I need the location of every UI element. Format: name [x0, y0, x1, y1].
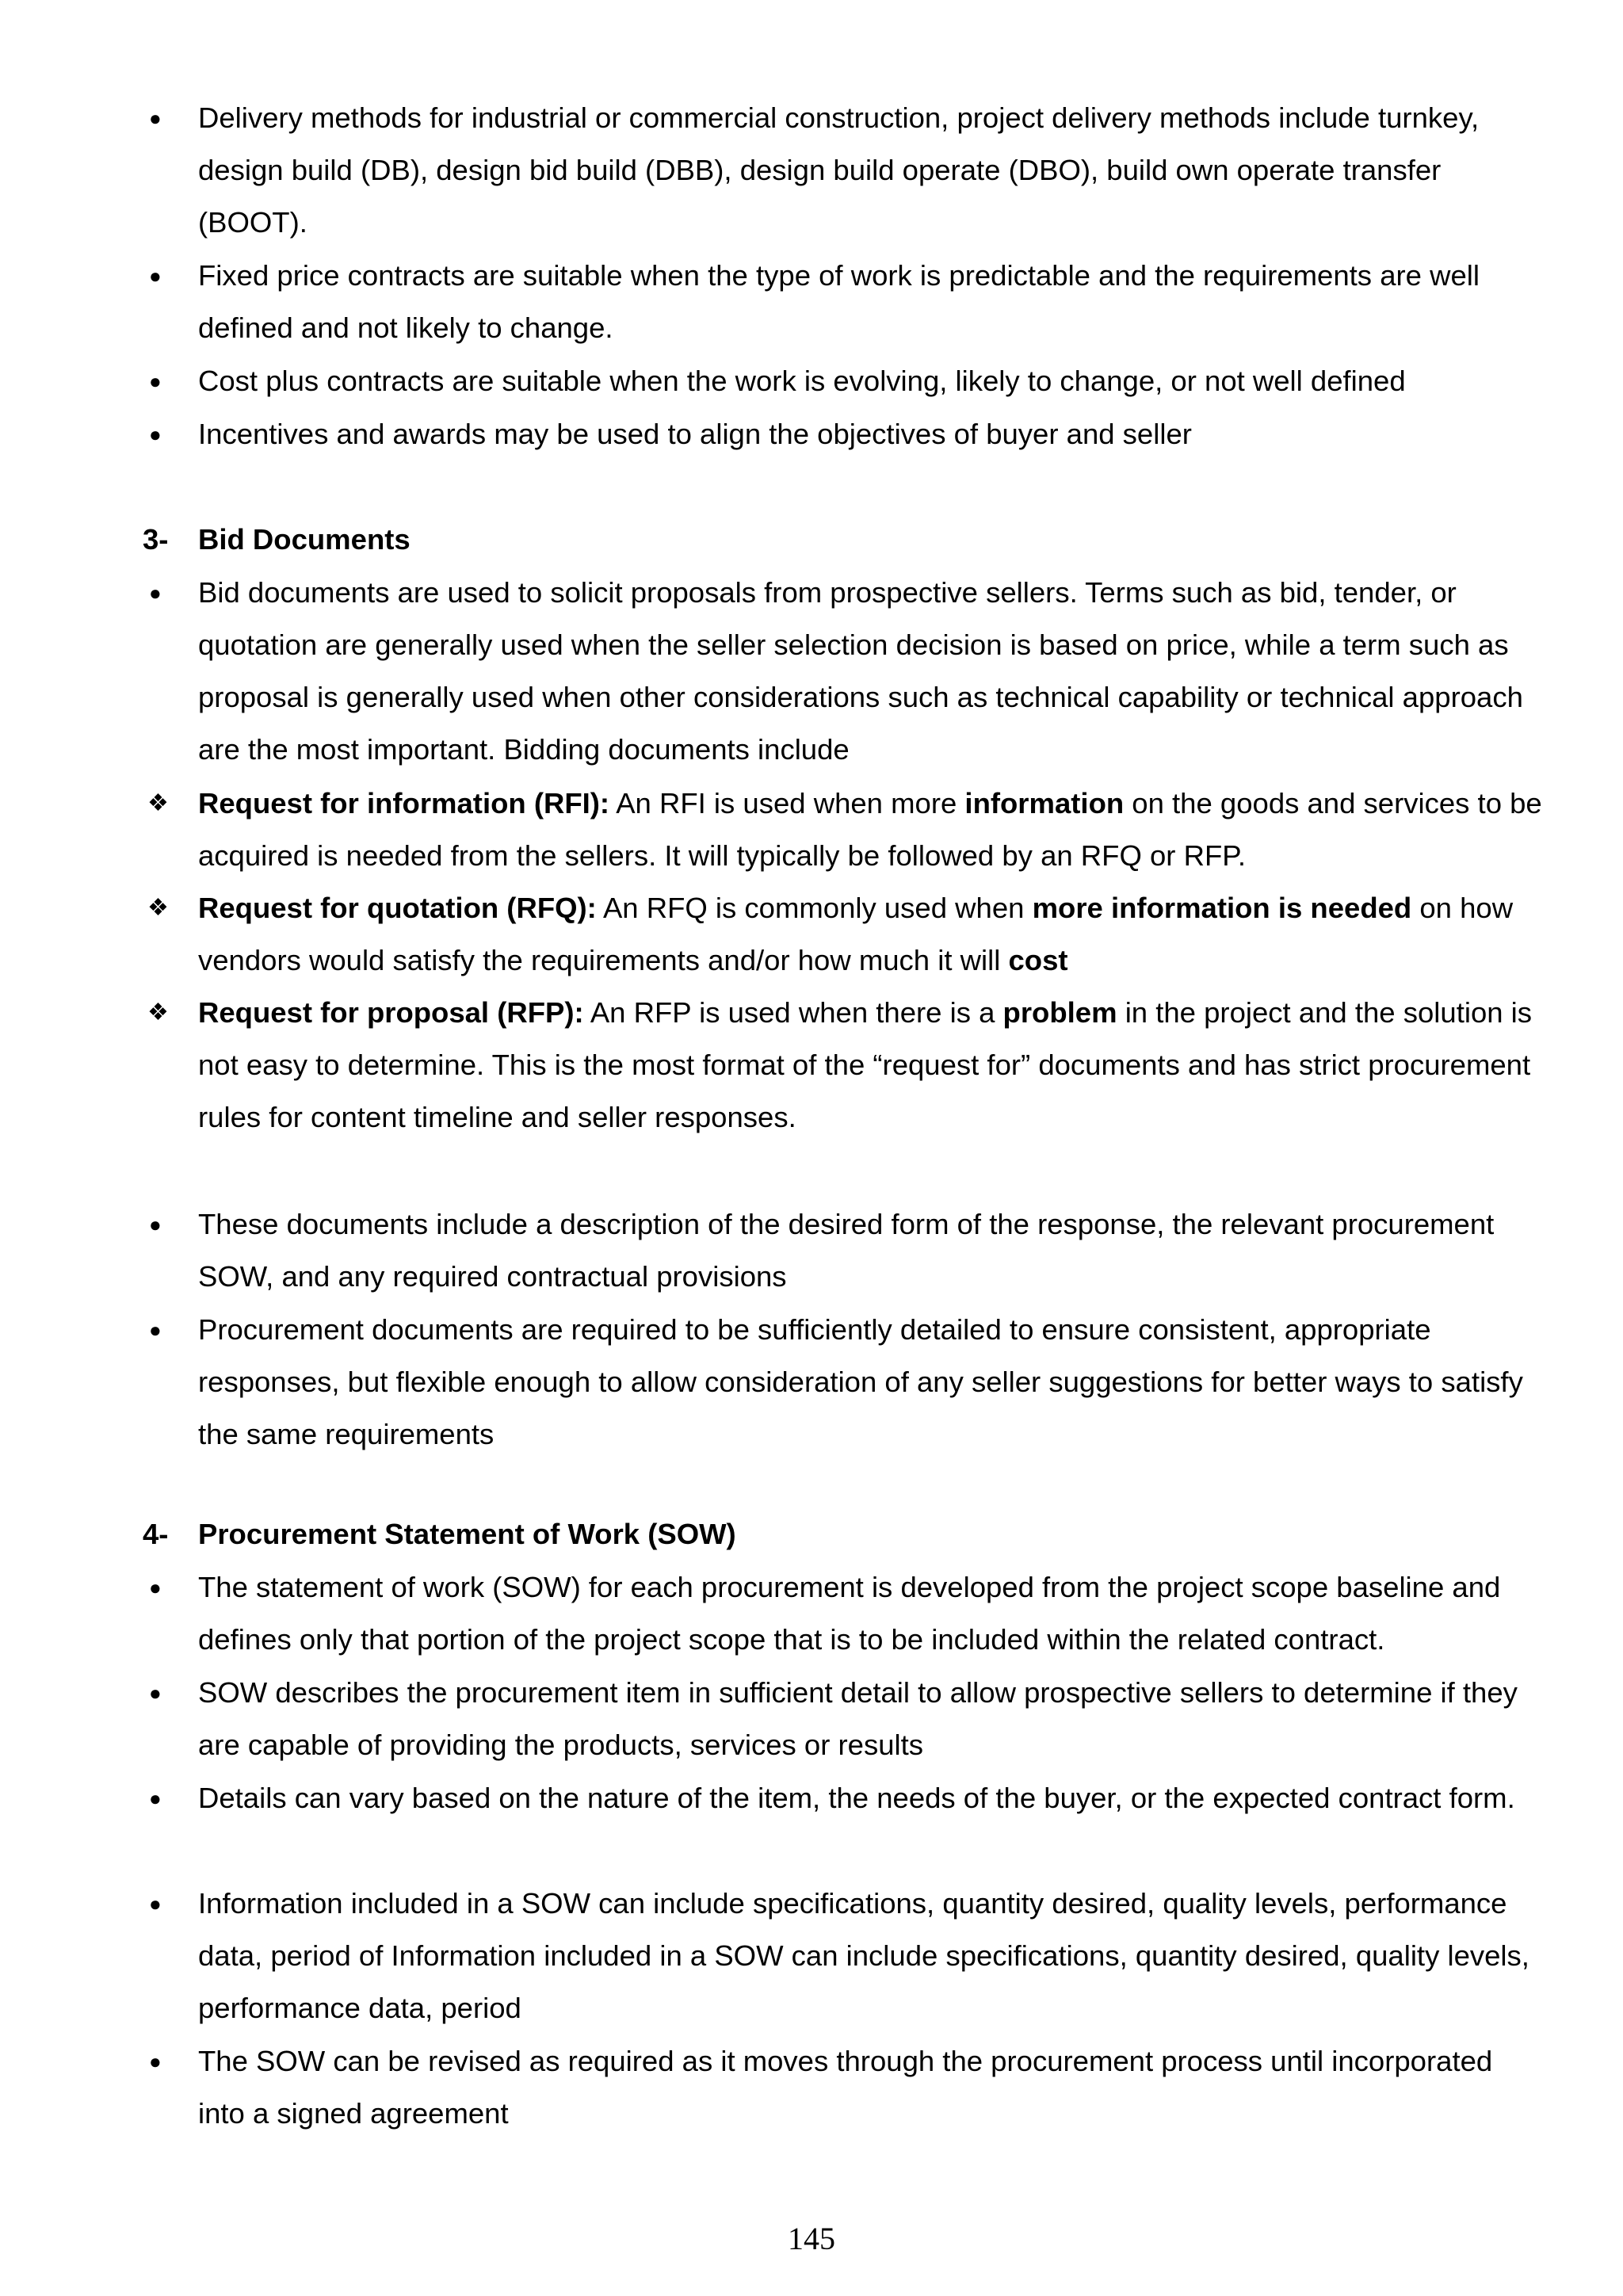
list-item-text: Bid documents are used to solicit proposals from prospective sellers. Terms such as bid, tender, or quotation are generally used when the seller selection decision is based on price, while a term such as proposal is generally used when other considerations such as technical capability or technical approach are the most important. Bidding documents include — [198, 576, 1523, 766]
bullet-icon: ● — [149, 1576, 162, 1599]
rfp-text: Request for proposal (RFP): An RFP is used when there is a problem in the project and the solution is not easy to determine. This is the most format of the “request for” documents and has strict procurement rules for content timeline and seller responses. — [198, 996, 1533, 1133]
rfi-text: Request for information (RFI): An RFI is used when more information on the goods and services to be acquired is needed from the sellers. It will typically be followed by an RFQ or RFP. — [198, 787, 1542, 872]
rfi-item — [143, 777, 1545, 882]
rfp-item — [143, 987, 1545, 1144]
bullet-icon: ● — [149, 1318, 162, 1342]
bullet-icon: ● — [149, 106, 162, 130]
list-item — [143, 250, 1545, 354]
list-item-text: The statement of work (SOW) for each procurement is developed from the project scope baseline and defines only that portion of the project scope that is to be included within the related contract. — [198, 1571, 1501, 1656]
list-item-text: Incentives and awards may be used to align the objectives of buyer and seller — [198, 418, 1192, 450]
list-item — [143, 92, 1545, 249]
diamond-bullet-icon: ❖ — [147, 790, 169, 816]
bullet-icon: ● — [149, 2050, 162, 2073]
list-item — [143, 1878, 1545, 2034]
section-title: Bid Documents — [198, 523, 411, 556]
rfq-text: Request for quotation (RFQ): An RFQ is commonly used when more information is needed on how vendors would satisfy the requirements and/or how much it will cost — [198, 892, 1514, 976]
section-number: 3- — [143, 523, 169, 556]
list-item-text: The SOW can be revised as required as it moves through the procurement process until incorporated into a signed agreement — [198, 2045, 1493, 2130]
bullet-icon: ● — [149, 422, 162, 446]
section-heading-4 — [143, 1508, 1545, 1561]
bullet-icon: ● — [149, 581, 162, 605]
list-item-text: These documents include a description of the desired form of the response, the relevant procurement SOW, and any required contractual provisions — [198, 1208, 1495, 1293]
list-item — [143, 355, 1545, 407]
diamond-bullet-icon: ❖ — [147, 999, 169, 1026]
list-item-text: SOW describes the procurement item in sufficient detail to allow prospective sellers to determine if they are capable of providing the products, services or results — [198, 1676, 1518, 1761]
bullet-icon: ● — [149, 1786, 162, 1810]
list-item-text: Cost plus contracts are suitable when the work is evolving, likely to change, or not well defined — [198, 365, 1406, 397]
list-item — [143, 567, 1545, 776]
bullet-icon: ● — [149, 1213, 162, 1236]
section-number: 4- — [143, 1518, 169, 1550]
list-item-text: Procurement documents are required to be sufficiently detailed to ensure consistent, appropriate responses, but flexible enough to allow consideration of any seller suggestions for better ways to satisfy the same requirements — [198, 1313, 1523, 1450]
section-title: Procurement Statement of Work (SOW) — [198, 1518, 736, 1550]
list-item — [143, 1667, 1545, 1771]
bullet-icon: ● — [149, 264, 162, 288]
list-item-text: Details can vary based on the nature of the item, the needs of the buyer, or the expected contract form. — [198, 1782, 1515, 1814]
rfq-item — [143, 882, 1545, 987]
page-number: 145 — [788, 2221, 835, 2256]
bullet-icon: ● — [149, 369, 162, 393]
list-item-text: Information included in a SOW can include specifications, quantity desired, quality levels, performance data, period of Information included in a SOW can include specifications, quantity desired, quality levels, performance data, period — [198, 1887, 1529, 2024]
diamond-bullet-icon: ❖ — [147, 895, 169, 921]
list-item-text: Delivery methods for industrial or commercial construction, project delivery methods include turnkey, design build (DB), design bid build (DBB), design build operate (DBO), build own operate transfer (BOOT). — [198, 101, 1480, 239]
list-item — [143, 1772, 1545, 1824]
list-item — [143, 2035, 1545, 2140]
section-heading-3 — [143, 514, 1545, 566]
list-item — [143, 408, 1545, 460]
list-item-text: Fixed price contracts are suitable when the type of work is predictable and the requirements are well defined and not likely to change. — [198, 259, 1480, 344]
list-item — [143, 1561, 1545, 1666]
bullet-icon: ● — [149, 1681, 162, 1705]
bullet-icon: ● — [149, 1892, 162, 1916]
list-item — [143, 1198, 1545, 1303]
list-item — [143, 1304, 1545, 1461]
